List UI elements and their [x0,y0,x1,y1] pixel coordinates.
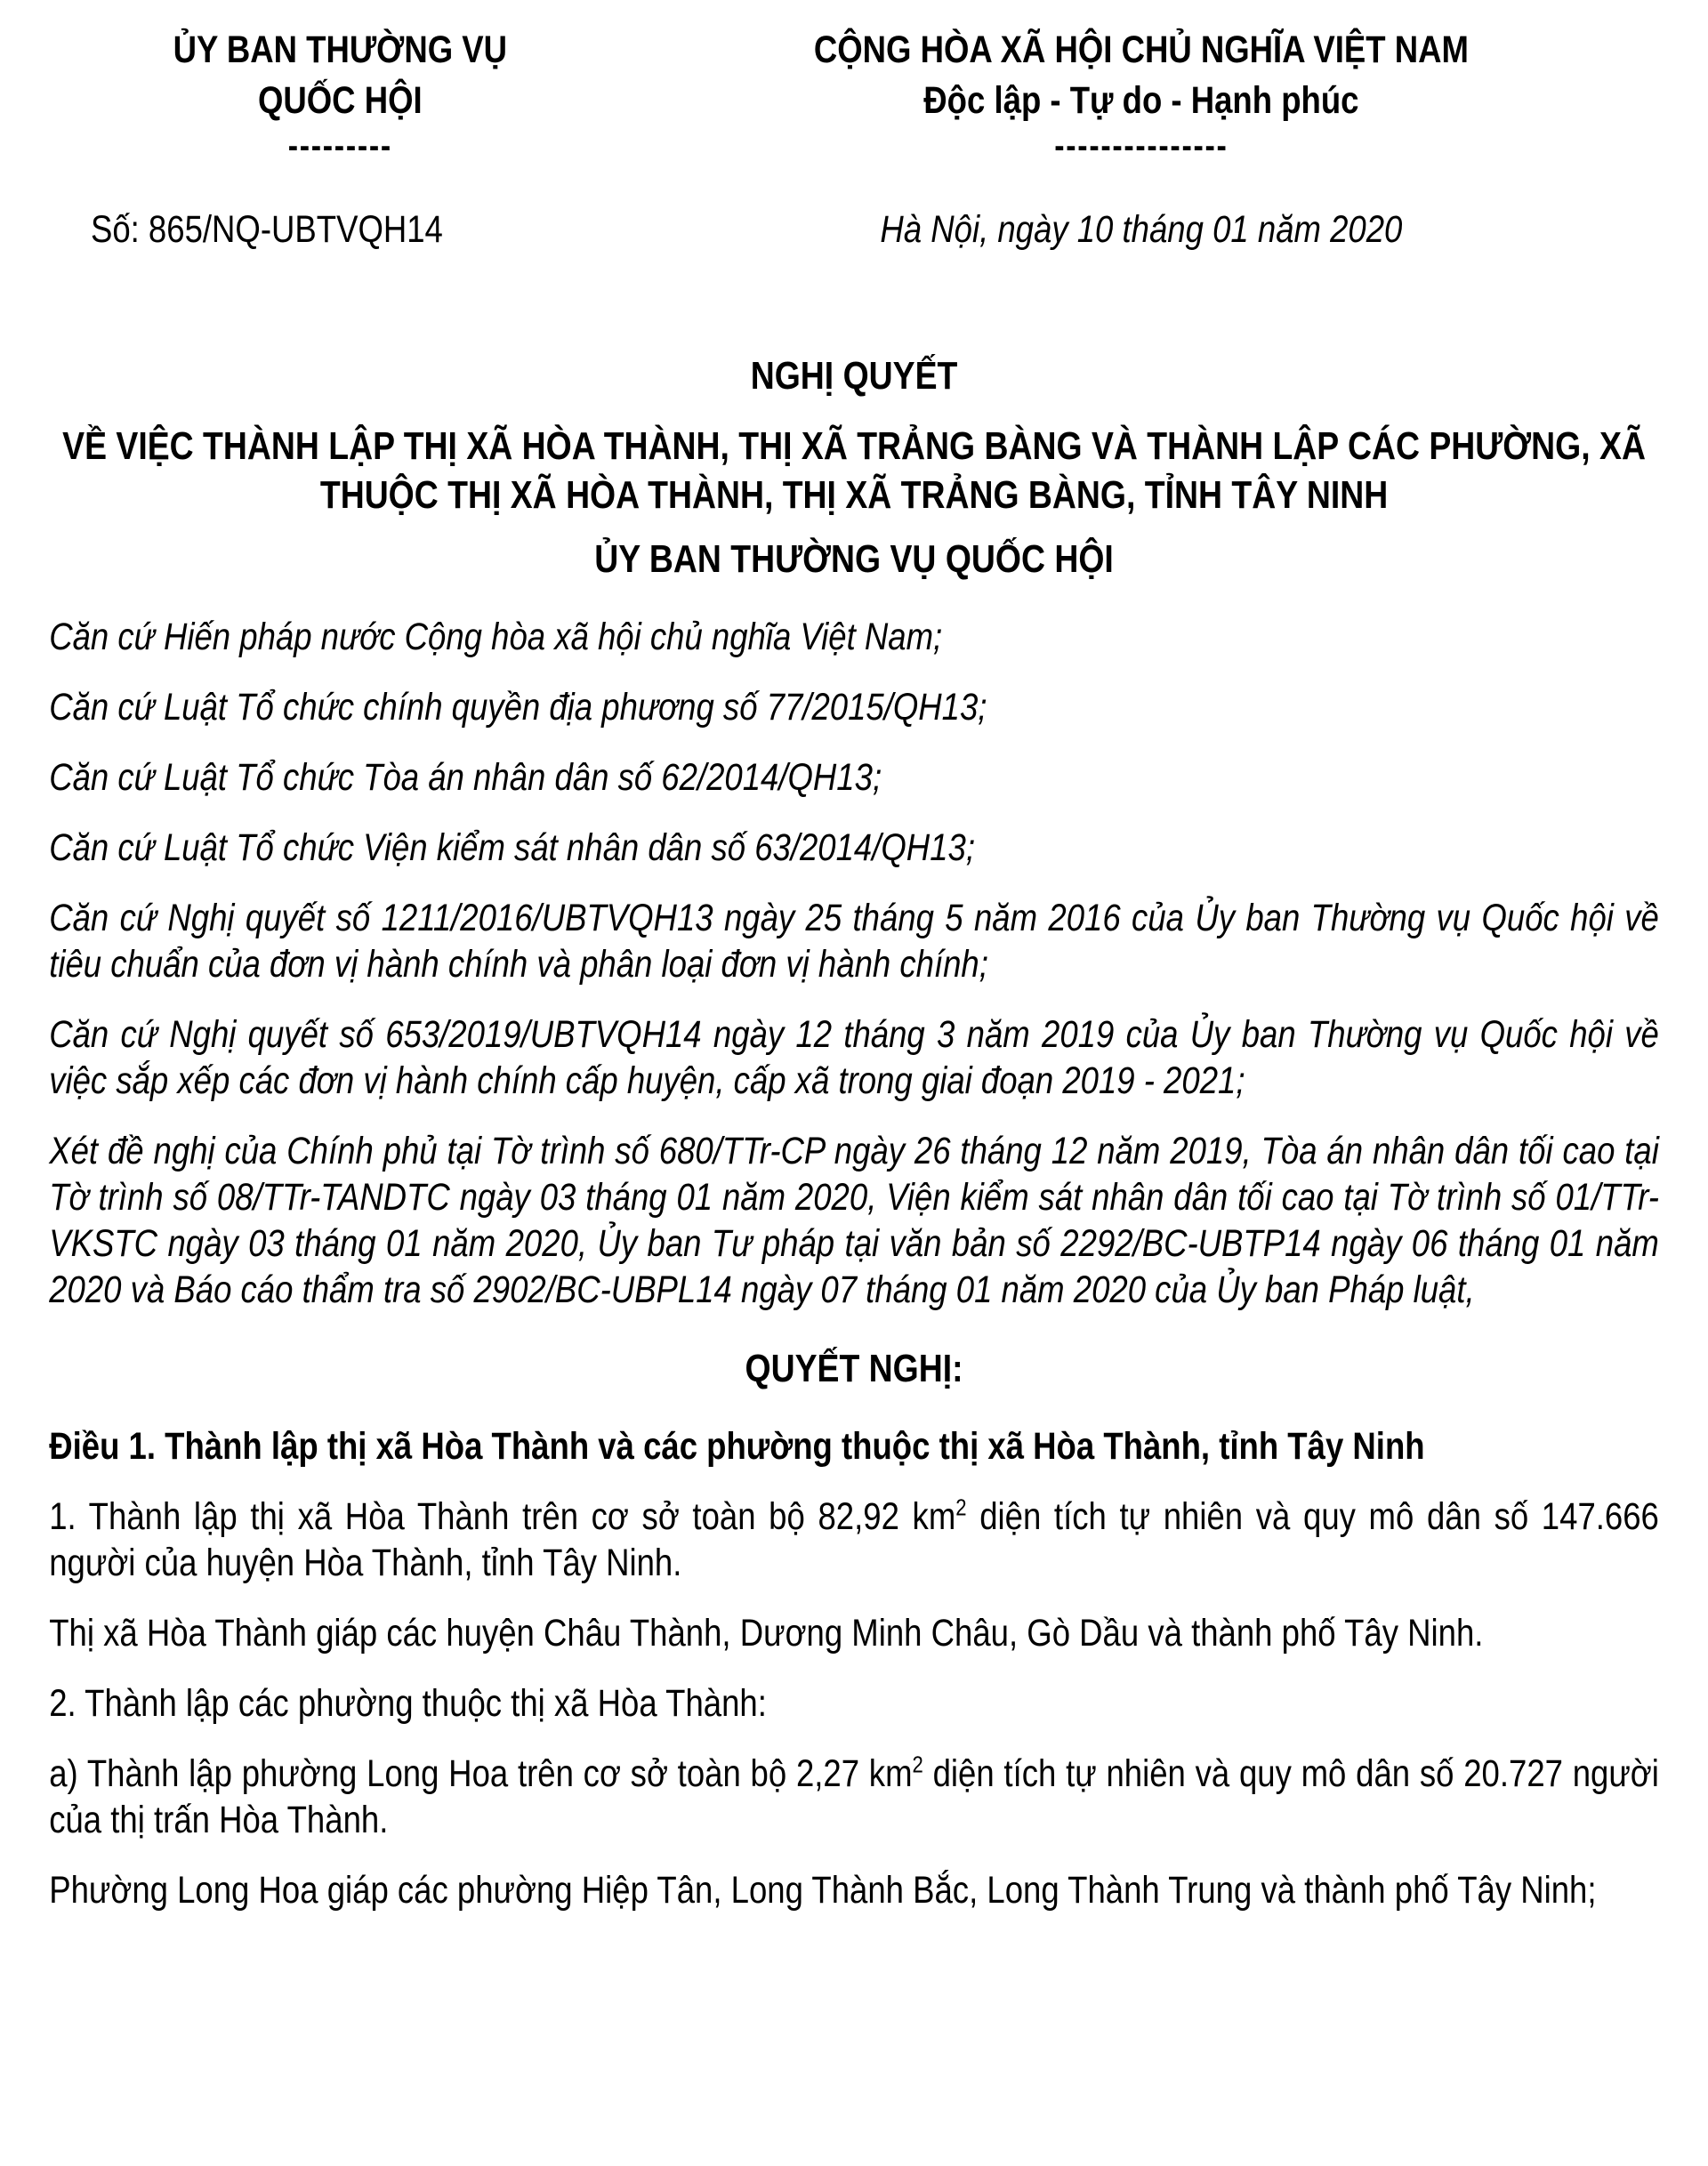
preamble-paragraph: Căn cứ Nghị quyết số 653/2019/UBTVQH14 ngày 12 tháng 3 năm 2019 của Ủy ban Thường vụ Quốc hội về việc sắp xếp các đơn vị hành chính cấp huyện, cấp xã trong giai đoạn 2019 - 2021; [49,1013,1659,1102]
article-1-clause-2: 2. Thành lập các phường thuộc thị xã Hòa Thành: [49,1682,767,1725]
national-motto: Độc lập - Tự do - Hạnh phúc [923,79,1359,122]
preamble-paragraph: Căn cứ Luật Tổ chức Viện kiểm sát nhân dân số 63/2014/QH13; [49,826,975,869]
issuing-authority-title: ỦY BAN THƯỜNG VỤ QUỐC HỘI [594,537,1114,581]
national-motto-block [650,25,1632,165]
document-number: Số: 865/NQ-UBTVQH14 [90,208,443,251]
doc-type-title: NGHỊ QUYẾT [750,354,958,398]
clause-text-before-sup: 1. Thành lập thị xã Hòa Thành trên cơ sở toàn bộ 82,92 km [49,1495,956,1538]
document-body [49,614,1659,1913]
separator-dashes-left: --------- [287,126,392,165]
separator-dashes-right: --------------- [1054,126,1229,165]
place-and-date: Hà Nội, ngày 10 tháng 01 năm 2020 [880,208,1403,251]
article-1-clause-2a [49,1751,1659,1843]
article-1-clause-1 [49,1494,1659,1586]
clause-text-before-sup: a) Thành lập phường Long Hoa trên cơ sở toàn bộ 2,27 km [49,1752,913,1795]
issuing-body-name-line2: QUỐC HỘI [257,79,423,122]
article-1-clause-1-border: Thị xã Hòa Thành giáp các huyện Châu Thành, Dương Minh Châu, Gò Dầu và thành phố Tây Ninh. [49,1612,1484,1655]
article-1-clause-2a-border: Phường Long Hoa giáp các phường Hiệp Tân, Long Thành Bắc, Long Thành Trung và thành phố Tây Ninh; [49,1869,1597,1912]
document-header [49,25,1659,165]
doc-subject-title: VỀ VIỆC THÀNH LẬP THỊ XÃ HÒA THÀNH, THỊ XÃ TRẢNG BÀNG VÀ THÀNH LẬP CÁC PHƯỜNG, XÃ THUỘC THỊ XÃ HÒA THÀNH, THỊ XÃ TRẢNG BÀNG, TỈNH TÂY NINH [62,424,1646,517]
country-name: CỘNG HÒA XÃ HỘI CHỦ NGHĨA VIỆT NAM [813,28,1469,71]
preamble-paragraph: Xét đề nghị của Chính phủ tại Tờ trình số 680/TTr-CP ngày 26 tháng 12 năm 2019, Tòa án nhân dân tối cao tại Tờ trình số 08/TTr-TANDTC ngày 03 tháng 01 năm 2020, Viện kiểm sát nhân dân tối cao tại Tờ trình số 01/TTr-VKSTC ngày 03 tháng 01 năm 2020, Ủy ban Tư pháp tại văn bản số 2292/BC-UBTP14 ngày 06 tháng 01 năm 2020 và Báo cáo thẩm tra số 2902/BC-UBPL14 ngày 07 tháng 01 năm 2020 của Ủy ban Pháp luật, [49,1130,1659,1311]
article-1-heading: Điều 1. Thành lập thị xã Hòa Thành và các phường thuộc thị xã Hòa Thành, tỉnh Tây Ninh [49,1425,1425,1468]
preamble-paragraph: Căn cứ Nghị quyết số 1211/2016/UBTVQH13 ngày 25 tháng 5 năm 2016 của Ủy ban Thường vụ Quốc hội về tiêu chuẩn của đơn vị hành chính và phân loại đơn vị hành chính; [49,897,1659,986]
superscript-2: 2 [912,1751,923,1778]
issuing-body-block [49,25,631,165]
preamble-paragraph: Căn cứ Luật Tổ chức chính quyền địa phương số 77/2015/QH13; [49,686,987,729]
document-meta-row [49,206,1659,253]
issuing-body-name-line1: ỦY BAN THƯỜNG VỤ [173,28,508,71]
preamble-paragraph: Căn cứ Hiến pháp nước Cộng hòa xã hội chủ nghĩa Việt Nam; [49,616,943,658]
clause-text-after-sup: diện tích tự nhiên và quy mô dân số 20.727 người của thị trấn Hòa Thành. [49,1752,1659,1841]
resolve-heading: QUYẾT NGHỊ: [745,1347,963,1390]
preamble-paragraph: Căn cứ Luật Tổ chức Tòa án nhân dân số 62/2014/QH13; [49,756,882,799]
clause-text-after-sup: diện tích tự nhiên và quy mô dân số 147.666 người của huyện Hòa Thành, tỉnh Tây Ninh. [49,1495,1659,1584]
superscript-2: 2 [955,1494,967,1521]
